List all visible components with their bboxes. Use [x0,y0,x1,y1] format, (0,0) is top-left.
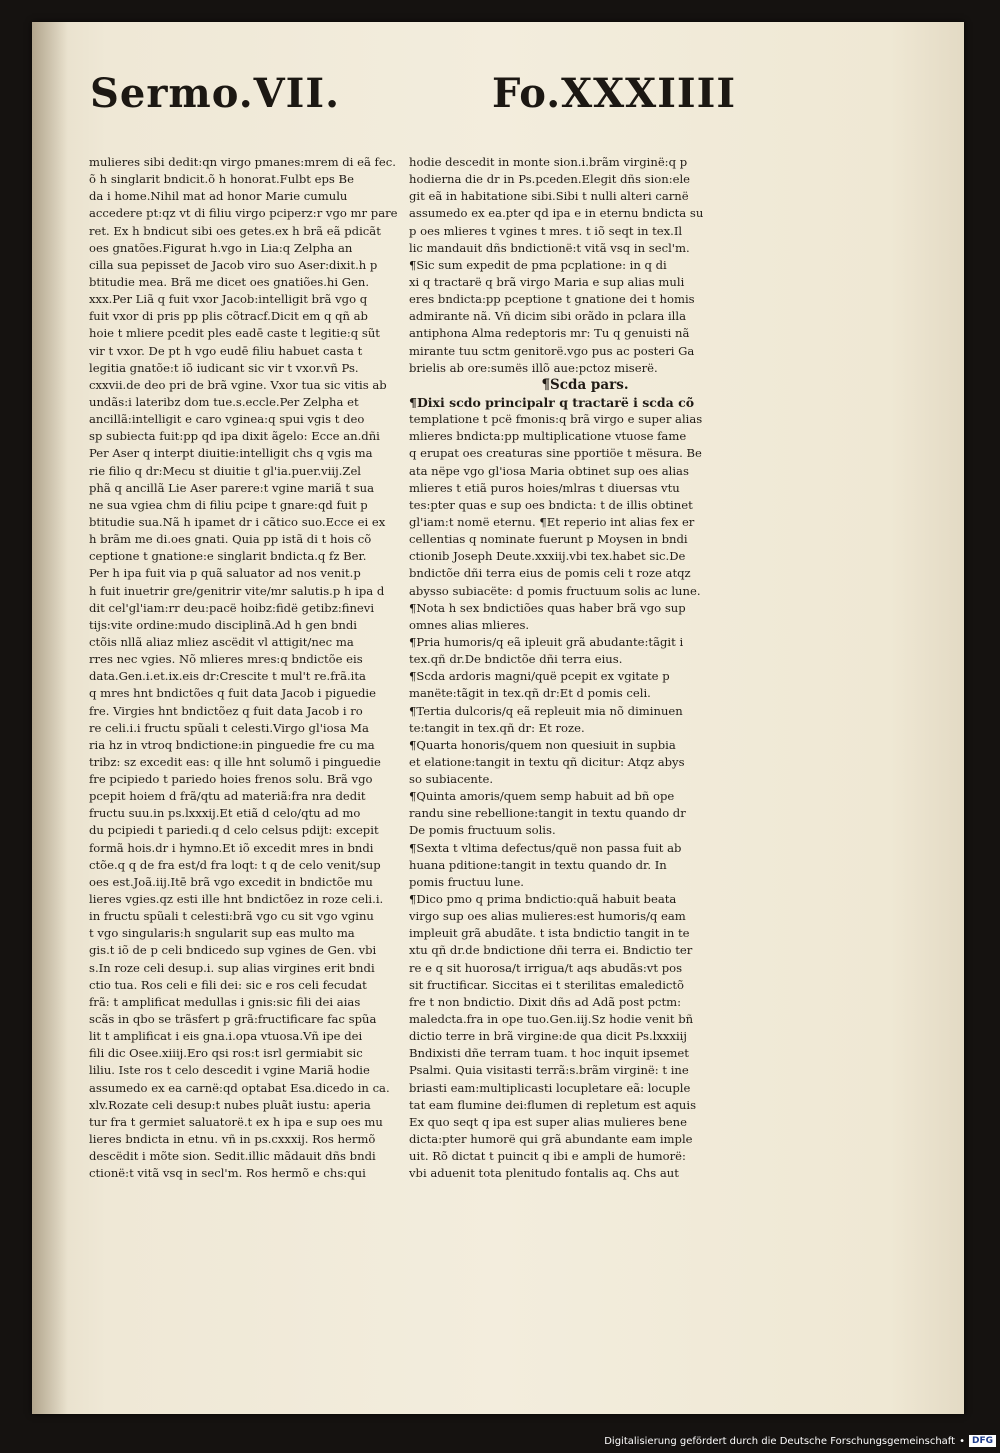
text-line: maledcta.fra in ope tuo.Gen.iij.Sz hodie venit bñ [409,1012,694,1027]
text-line: h brãm me di.oes gnati. Quia pp istã di t hois cõ [89,532,372,547]
text-line: xi q tractarë q brã virgo Maria e sup alias muli [409,274,685,289]
text-line: fre t non bndictio. Dixit dñs ad Adã post pctm: [409,994,682,1009]
text-line: tat eam flumine dei:flumen di repletum est aquis [409,1097,697,1112]
text-line: scãs in qbo se trãsfert p grã:fructificare fac spũa [89,1012,377,1027]
text-line: Psalmi. Quia visitasti terrã:s.brãm virginë: t ine [409,1063,689,1078]
text-line: ancillã:intelligit e caro vginea:q spui vgis t deo [89,412,365,427]
text-line: tijs:vite ordine:mudo disciplinã.Ad h gen bndi [89,617,357,632]
text-line: p oes mlieres t vgines t mres. t iõ seqt in tex.Il [409,223,683,238]
text-line: rres nec vgies. Nõ mlieres mres:q bndictõe eis [89,652,363,667]
text-line: h fuit inuetrir gre/genitrir vite/mr salutis.p h ipa d [89,583,385,598]
section-heading: ¶Scda pars. [541,376,629,393]
text-line: antiphona Alma redeptoris mr: Tu q genuisti nã [409,326,690,341]
text-line: hoie t mliere pcedit ples eadē caste t legitie:q sũt [89,326,380,341]
text-line: lieres bndicta in etnu. vñ in ps.cxxxij. Ros hermõ [89,1132,376,1147]
text-line: randu sine rebellione:tangit in textu quando dr [409,806,686,821]
text-line: Ex quo seqt q ipa est super alias mulieres bene [409,1114,687,1129]
text-line: fructu suu.in ps.lxxxij.Et etiã d celo/qtu ad mo [89,806,361,821]
text-line: accedere pt:qz vt di filiu virgo pciperz:r vgo mr pare [89,206,398,221]
text-line: ne sua vgiea chm di filiu pcipe t gnare:qd fuit p [89,497,368,512]
text-line: te:tangit in tex.qñ dr: Et roze. [409,720,585,735]
text-line: rie filio q dr:Mecu st diuitie t gl'ia.puer.viij.Zel [89,463,362,478]
text-line: cellentias q nominate fuerunt p Moysen in bndi [409,532,688,547]
credit-separator: • [959,1435,965,1447]
text-line: dit cel'gl'iam:rr deu:pacë hoibz:fidë getibz:finevi [89,600,375,615]
text-line: mulieres sibi dedit:qn virgo pmanes:mrem di eã fec. [89,155,396,169]
text-line: tribz: sz excedit eas: q ille hnt solumõ i pinguedie [89,754,381,769]
text-line: ctõis nllã aliaz mliez ascëdit vl attigit/nec ma [89,634,354,649]
text-line: git eã in habitatione sibi.Sibi t nulli alteri carnë [409,189,689,204]
text-line: liliu. Iste ros t celo descedit i vgine Mariã hodie [89,1063,370,1078]
text-line: du pcipiedi t pariedi.q d celo celsus pdijt: excepit [89,823,379,838]
text-line: assumedo ex ea.pter qd ipa e in eternu bndicta su [409,206,704,221]
text-line: ¶Nota h sex bndictiões quas haber brã vgo sup [409,600,686,615]
text-line: ¶Quarta honoris/quem non quesiuit in supbia [409,737,676,752]
text-line: oes gnatões.Figurat h.vgo in Lia:q Zelpha an [89,240,353,255]
text-line: uit. Rõ dictat t puincit q ibi e ampli de humorë: [409,1149,686,1164]
text-line: briasti eam:multiplicasti locupletare eã: locuple [409,1080,691,1095]
text-line: lit t amplificat i eis gna.i.opa vtuosa.Vñ ipe dei [89,1029,363,1044]
book-page [32,22,964,1414]
text-line: xtu qñ dr.de bndictione dñi terra ei. Bndictio ter [409,943,693,958]
text-line: ¶Dico pmo q prima bndictio:quã habuit beata [409,892,677,907]
text-line: fili dic Osee.xiiij.Ero qsi ros:t isrl germiabit sic [89,1046,363,1061]
text-line: legitia gnatõe:t iõ iudicant sic vir t vxor.vñ Ps. [89,360,359,375]
text-line: mlieres bndicta:pp multiplicatione vtuose fame [409,429,687,444]
text-line: brielis ab ore:sumës illõ aue:pctoz miserë. [409,360,658,375]
text-line: et elatione:tangit in textu qñ dicitur: Atqz abys [409,754,685,769]
text-line: s.In roze celi desup.i. sup alias virgines erit bndi [89,960,375,975]
text-line: q mres hnt bndictões q fuit data Jacob i piguedie [89,686,376,701]
text-line: Per Aser q interpt diuitie:intelligit chs q vgis ma [89,446,373,461]
text-line: fre. Virgies hnt bndictõez q fuit data Jacob i ro [89,703,363,718]
text-line: vir t vxor. De pt h vgo eudē filiu habuet casta t [89,343,363,358]
text-line: gis.t iõ de p celi bndicedo sup vgines de Gen. vbi [89,943,377,958]
text-line: ctionib Joseph Deute.xxxiij.vbi tex.habet sic.De [409,549,686,564]
text-line: phã q ancillã Lie Aser parere:t vgine mariã t sua [89,480,375,495]
text-line: cilla sua pepisset de Jacob viro suo Aser:dixit.h p [89,257,378,272]
text-line: t vgo singularis:h sngularit sup eas multo ma [89,926,355,941]
text-line: Per h ipa fuit via p quã saluator ad nos venit.p [89,566,361,581]
text-line: ¶Sic sum expedit de pma pcplatione: in q di [409,257,667,272]
text-line: huana pditione:tangit in textu quando dr. In [409,857,667,872]
text-line: lic mandauit dñs bndictionë:t vitã vsq in secl'm. [409,240,690,255]
text-column-left [89,154,441,1182]
text-line: xlv.Rozate celi desup:t nubes pluãt iustu: aperia [89,1097,371,1112]
text-line: tes:pter quas e sup oes bndicta: t de illis obtinet [409,497,693,512]
text-line: ¶Tertia dulcoris/q eã repleuit mia nõ diminuen [409,703,683,718]
text-line: cxxvii.de deo pri de brã vgine. Vxor tua sic vitis ab [89,377,387,392]
text-line: pcepit hoiem d frã/qtu ad materiã:fra nra dedit [89,789,366,804]
text-line: impleuit grã abudãte. t ista bndictio tangit in te [409,926,690,941]
text-line: tex.qñ dr.De bndictõe dñi terra eius. [409,652,623,667]
digitization-credit [604,1435,996,1447]
text-line: ctionë:t vitã vsq in secl'm. Ros hermõ e chs:qui [89,1166,366,1181]
text-line: assumedo ex ea carnë:qd optabat Esa.dicedo in ca. [89,1080,390,1095]
text-line: oes est.Joã.iij.Itē brã vgo excedit in bndictõe mu [89,874,373,889]
text-line: xxx.Per Liã q fuit vxor Jacob:intelligit brã vgo q [89,292,368,307]
text-line: ¶Quinta amoris/quem semp habuit ad bñ ope [409,789,675,804]
text-line: sp subiecta fuit:pp qd ipa dixit ãgelo: Ecce an.dñi [89,429,380,444]
text-line: sit fructificar. Siccitas ei t sterilitas emaledictõ [409,977,685,992]
text-line: ¶Dixi scdo principalr q tractarë i scda cõ [409,394,695,410]
text-line: da i home.Nihil mat ad honor Marie cumulu [89,189,348,204]
text-line: mirante tuu sctm genitorë.vgo pus ac posteri Ga [409,343,695,358]
text-line: eres bndicta:pp pceptione t gnatione dei t homis [409,292,695,307]
text-line: ria hz in vtroq bndictione:in pinguedie fre cu ma [89,737,375,752]
text-line: hodie descedit in monte sion.i.brãm virginë:q p [409,155,688,169]
text-line: lieres vgies.qz esti ille hnt bndictõez in roze celi.i. [89,892,384,907]
text-line: data.Gen.i.et.ix.eis dr:Crescite t mul't re.frã.ita [89,669,366,684]
text-line: dicta:pter humorë qui grã abundante eam imple [409,1132,693,1147]
text-line: virgo sup oes alias mulieres:est humoris/q eam [409,909,686,924]
credit-text: Digitalisierung gefördert durch die Deutsche Forschungsgemeinschaft [604,1435,956,1447]
text-line: ceptione t gnatione:e singlarit bndicta.q fz Ber. [89,549,367,564]
text-line: ctõe.q q de fra est/d fra loqt: t q de celo venit/sup [89,857,381,872]
text-line: fre pcipiedo t pariedo hoies frenos solu. Brã vgo [89,772,373,787]
text-line: frã: t amplificat medullas i gnis:sic fili dei aias [89,994,361,1009]
dfg-logo: DFG [969,1435,996,1447]
text-line: so subiacente. [409,772,494,787]
text-line: hodierna die dr in Ps.pceden.Elegit dñs sion:ele [409,172,691,187]
text-line: abysso subiacëte: d pomis fructuum solis ac lune. [409,583,701,598]
text-line: ¶Scda ardoris magni/quë pcepit ex vgitate p [409,669,670,684]
text-line: q erupat oes creaturas sine pportiöe t mësura. Be [409,446,702,461]
text-line: De pomis fructuum solis. [409,823,556,838]
text-line: ret. Ex h bndicut sibi oes getes.ex h brã eã pdicãt [89,223,381,238]
text-line: re celi.i.i fructu spũali t celesti.Virgo gl'iosa Ma [89,720,369,735]
text-line: tur fra t germiet saluatorë.t ex h ipa e sup oes mu [89,1114,383,1129]
text-line: vbi aduenit tota plenitudo fontalis aq. Chs aut [409,1166,679,1181]
text-line: in fructu spũali t celesti:brã vgo cu sit vgo vginu [89,909,374,924]
running-head-sermon: Sermo.VII. [90,70,341,117]
text-line: pomis fructuu lune. [409,874,524,889]
text-line: undãs:i lateribz dom tue.s.eccle.Per Zelpha et [89,394,359,409]
text-line: gl'iam:t nomë eternu. ¶Et reperio int alias fex er [409,514,695,529]
text-line: btitudie sua.Nã h ipamet dr i cãtico suo.Ecce ei ex [89,514,386,529]
text-line: fuit vxor di pris pp plis cõtracf.Dicit em q qñ ab [89,309,368,324]
text-line: ¶Sexta t vltima defectus/quë non passa fuit ab [409,840,682,855]
text-line: descëdit i mõte sion. Sedit.illic mãdauit dñs bndi [89,1149,376,1164]
text-line: ata nëpe vgo gl'iosa Maria obtinet sup oes alias [409,463,689,478]
running-head-folio: Fo.XXXIIII [492,70,737,117]
text-line: manëte:tãgit in tex.qñ dr:Et d pomis celi. [409,686,651,701]
text-line: ¶Pria humoris/q eã ipleuit grã abudante:tãgit i [409,634,684,649]
text-line: mlieres t etiã puros hoies/mlras t diuersas vtu [409,480,680,495]
text-column-right [409,154,761,1182]
text-line: formã hois.dr i hymno.Et iõ excedit mres in bndi [89,840,374,855]
text-line: õ h singlarit bndicit.õ h honorat.Fulbt eps Be [89,172,354,187]
text-line: Bndixisti dñe terram tuam. t hoc inquit ipsemet [409,1046,689,1061]
text-line: btitudie mea. Brã me dicet oes gnatiões.hi Gen. [89,274,370,289]
text-line: omnes alias mlieres. [409,617,530,632]
text-line: re e q sit huorosa/t irrigua/t aqs abudãs:vt pos [409,960,683,975]
text-line: dictio terre in brã virgine:de qua dicit Ps.lxxxiij [409,1029,687,1044]
text-line: admirante nã. Vñ dicim sibi orãdo in pclara illa [409,309,687,324]
text-line: ctio tua. Ros celi e fili dei: sic e ros celi fecudat [89,977,367,992]
text-line: bndictõe dñi terra eius de pomis celi t roze atqz [409,566,691,581]
text-line: templatione t pcë fmonis:q brã virgo e super alias [409,412,703,427]
gutter-shadow [32,22,68,1414]
